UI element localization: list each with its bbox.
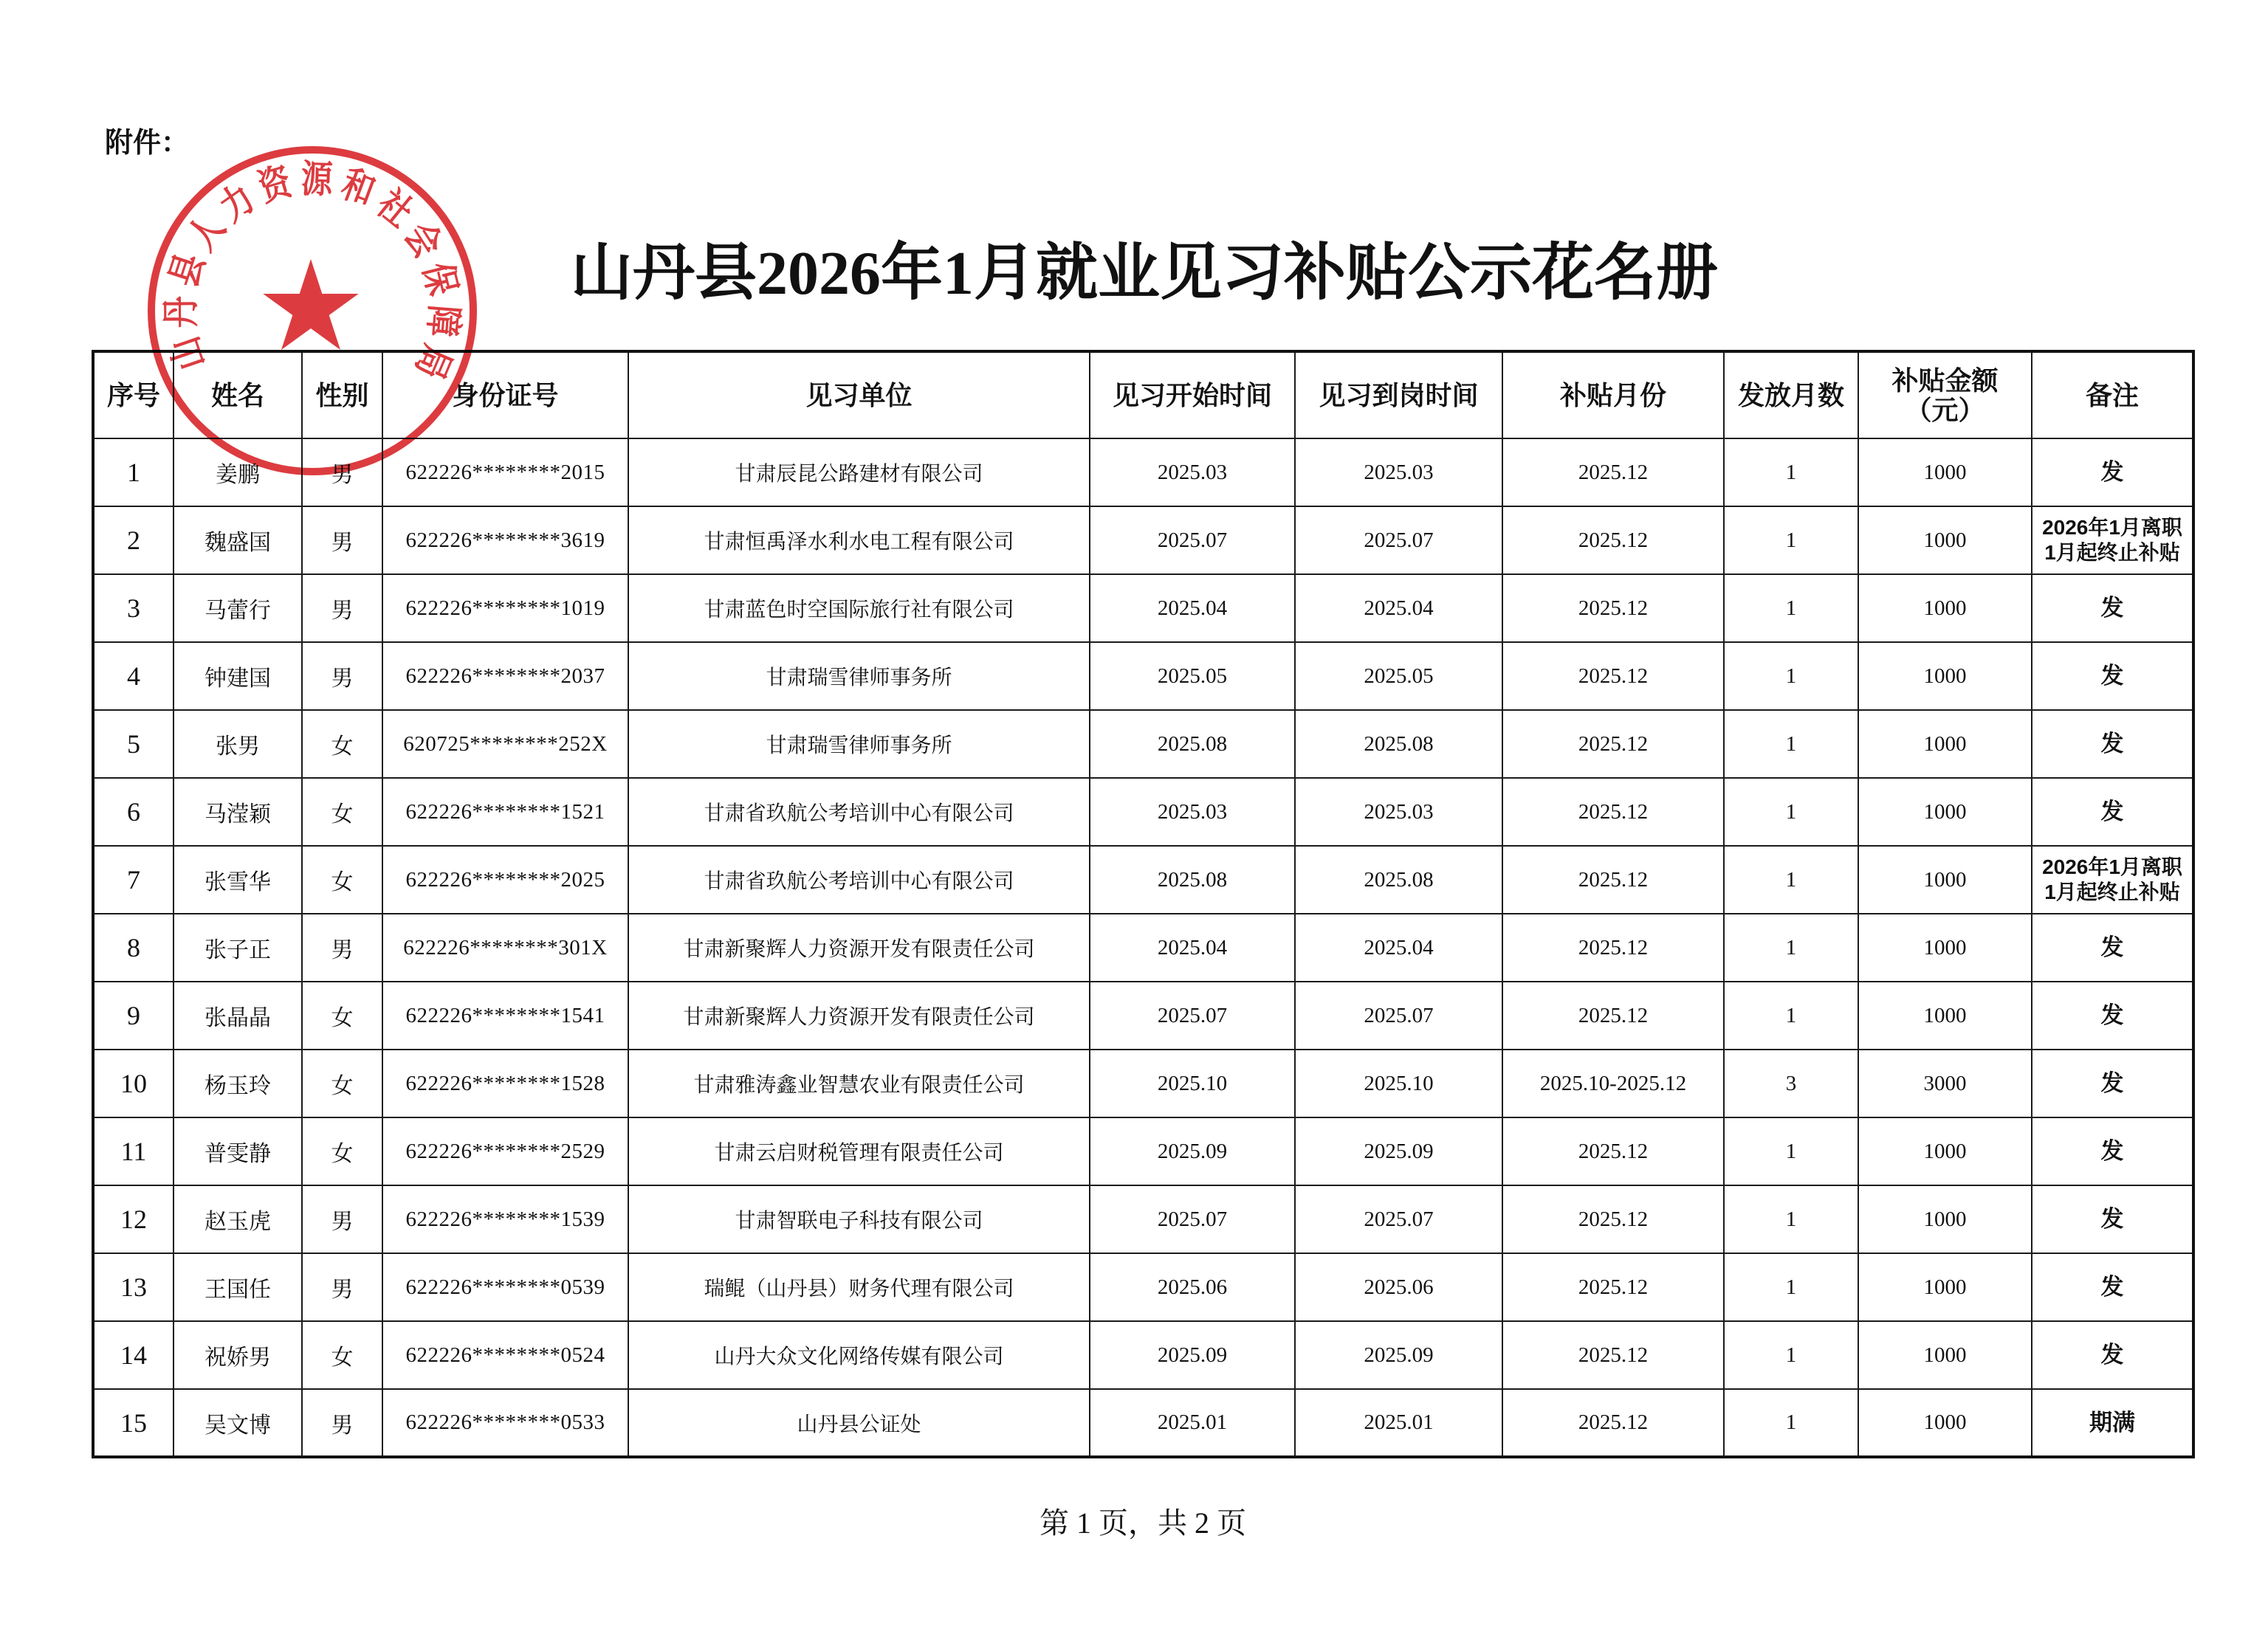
unit-cell: 甘肃智联电子科技有限公司 [628,1185,1090,1253]
name-cell: 赵玉虎 [173,1185,302,1253]
unit-cell: 瑞鲲（山丹县）财务代理有限公司 [628,1253,1090,1321]
gender-cell: 女 [302,846,382,914]
table-row [93,1117,2193,1185]
gender-cell: 男 [302,506,382,574]
start-date-cell: 2025.06 [1090,1253,1295,1321]
gender-cell: 男 [302,438,382,506]
onboard-date-cell: 2025.09 [1295,1117,1502,1185]
start-date-cell: 2025.07 [1090,506,1295,574]
months-paid-cell: 1 [1724,1253,1858,1321]
remark-cell [2032,438,2193,506]
subsidy-month-cell: 2025.12 [1502,1117,1724,1185]
months-paid-cell: 1 [1724,710,1858,778]
seal-character: 社 [368,181,422,236]
table-row [93,1321,2193,1389]
remark-cell [2032,1321,2193,1389]
name-cell: 张雪华 [173,846,302,914]
remark-cell [2032,642,2193,710]
id-number-cell: 622226********2015 [382,438,628,506]
name-cell: 马滢颖 [173,778,302,846]
remark-text: 发 [2100,1342,2124,1368]
amount-cell: 1000 [1858,642,2032,710]
name-cell: 姜鹏 [173,438,302,506]
months-paid-cell: 1 [1724,846,1858,914]
months-paid-cell: 1 [1724,1185,1858,1253]
remark-cell [2032,574,2193,642]
seq-cell: 6 [93,778,173,846]
start-date-cell: 2025.05 [1090,642,1295,710]
seal-character: 县 [161,248,214,292]
gender-cell: 男 [302,574,382,642]
start-date-cell: 2025.08 [1090,846,1295,914]
id-number-cell: 622226********2025 [382,846,628,914]
seal-character: 人 [179,206,235,259]
subsidy-month-cell: 2025.12 [1502,1389,1724,1457]
header-months-paid: 发放月数 [1724,351,1858,438]
name-cell: 马蕾行 [173,574,302,642]
unit-cell: 山丹大众文化网络传媒有限公司 [628,1321,1090,1389]
remark-cell [2032,1117,2193,1185]
seq-cell: 7 [93,846,173,914]
remark-text: 2026年1月离职 [2042,516,2182,539]
subsidy-month-cell: 2025.12 [1502,982,1724,1050]
seal-character: 山 [161,331,215,376]
seal-character: 丹 [158,295,204,328]
name-cell: 王国任 [173,1253,302,1321]
seq-cell: 3 [93,574,173,642]
table-header-row [93,351,2193,438]
unit-cell: 甘肃瑞雪律师事务所 [628,642,1090,710]
unit-cell: 甘肃瑞雪律师事务所 [628,710,1090,778]
table-row [93,1050,2193,1117]
onboard-date-cell: 2025.04 [1295,574,1502,642]
gender-cell: 女 [302,710,382,778]
table-row [93,846,2193,914]
name-cell: 钟建国 [173,642,302,710]
name-cell: 吴文博 [173,1389,302,1457]
onboard-date-cell: 2025.03 [1295,778,1502,846]
remark-text: 2026年1月离职 [2042,855,2182,878]
remark-text: 发 [2100,595,2124,621]
remark-cell [2032,1050,2193,1117]
remark-cell [2032,982,2193,1050]
seal-character: 局 [406,338,461,386]
amount-cell: 1000 [1858,1253,2032,1321]
id-number-cell: 622226********0539 [382,1253,628,1321]
seq-cell: 8 [93,914,173,982]
name-cell: 魏盛国 [173,506,302,574]
id-number-cell: 622226********1019 [382,574,628,642]
seq-cell: 11 [93,1117,173,1185]
start-date-cell: 2025.07 [1090,982,1295,1050]
remark-text: 1月起终止补贴 [2044,541,2180,564]
header-seq: 序号 [93,351,173,438]
subsidy-month-cell: 2025.12 [1502,846,1724,914]
subsidy-month-cell: 2025.12 [1502,710,1724,778]
subsidy-month-cell: 2025.12 [1502,506,1724,574]
seal-character: 障 [419,303,467,339]
page-number: 第 1 页，共 2 页 [1040,1506,1246,1540]
seq-cell: 2 [93,506,173,574]
remark-cell [2032,778,2193,846]
months-paid-cell: 1 [1724,574,1858,642]
remark-text: 期满 [2089,1409,2135,1436]
amount-cell: 1000 [1858,982,2032,1050]
amount-cell: 1000 [1858,1117,2032,1185]
id-number-cell: 622226********0524 [382,1321,628,1389]
seq-cell: 5 [93,710,173,778]
id-number-cell: 622226********2037 [382,642,628,710]
header-amount [1858,351,2032,438]
id-number-cell: 622226********1539 [382,1185,628,1253]
remark-text: 发 [2100,663,2124,689]
unit-cell: 甘肃省玖航公考培训中心有限公司 [628,778,1090,846]
id-number-cell: 622226********1528 [382,1050,628,1117]
id-number-cell: 622226********2529 [382,1117,628,1185]
header-name: 姓名 [173,351,302,438]
onboard-date-cell: 2025.06 [1295,1253,1502,1321]
start-date-cell: 2025.08 [1090,710,1295,778]
header-unit: 见习单位 [628,351,1090,438]
unit-cell: 甘肃新聚辉人力资源开发有限责任公司 [628,982,1090,1050]
onboard-date-cell: 2025.10 [1295,1050,1502,1117]
seq-cell: 15 [93,1389,173,1457]
seq-cell: 12 [93,1185,173,1253]
start-date-cell: 2025.03 [1090,778,1295,846]
months-paid-cell: 1 [1724,914,1858,982]
gender-cell: 男 [302,642,382,710]
unit-cell: 甘肃新聚辉人力资源开发有限责任公司 [628,914,1090,982]
seal-character: 和 [335,161,382,215]
remark-cell [2032,710,2193,778]
table-row [93,1253,2193,1321]
amount-cell: 1000 [1858,778,2032,846]
subsidy-month-cell: 2025.12 [1502,438,1724,506]
roster-table [92,350,2195,1458]
table-row [93,574,2193,642]
amount-cell: 1000 [1858,1389,2032,1457]
unit-cell: 甘肃蓝色时空国际旅行社有限公司 [628,574,1090,642]
seal-character: 保 [413,258,466,300]
remark-text: 发 [2100,934,2124,960]
name-cell: 张男 [173,710,302,778]
remark-text: 1月起终止补贴 [2044,881,2180,903]
unit-cell: 甘肃雅涛鑫业智慧农业有限责任公司 [628,1050,1090,1117]
start-date-cell: 2025.03 [1090,438,1295,506]
subsidy-month-cell: 2025.12 [1502,1253,1724,1321]
remark-text: 发 [2100,731,2124,757]
header-onboard-date: 见习到岗时间 [1295,351,1502,438]
remark-cell [2032,846,2193,914]
header-amount-unit: （元） [1905,394,1985,425]
months-paid-cell: 1 [1724,1389,1858,1457]
id-number-cell: 622226********0533 [382,1389,628,1457]
seq-cell: 1 [93,438,173,506]
name-cell: 张子正 [173,914,302,982]
header-remark: 备注 [2032,351,2193,438]
gender-cell: 男 [302,1185,382,1253]
attachment-label: 附件： [105,128,190,159]
gender-cell: 男 [302,1389,382,1457]
table-row [93,642,2193,710]
start-date-cell: 2025.07 [1090,1185,1295,1253]
onboard-date-cell: 2025.01 [1295,1389,1502,1457]
table-row [93,1185,2193,1253]
remark-cell [2032,506,2193,574]
table-row [93,438,2193,506]
id-number-cell: 620725********252X [382,710,628,778]
seq-cell: 4 [93,642,173,710]
seq-cell: 14 [93,1321,173,1389]
unit-cell: 甘肃省玖航公考培训中心有限公司 [628,846,1090,914]
table-row [93,982,2193,1050]
amount-cell: 1000 [1858,506,2032,574]
remark-text: 发 [2100,1274,2124,1300]
onboard-date-cell: 2025.07 [1295,1185,1502,1253]
table-row [93,914,2193,982]
amount-cell: 1000 [1858,574,2032,642]
name-cell: 祝娇男 [173,1321,302,1389]
gender-cell: 女 [302,1050,382,1117]
onboard-date-cell: 2025.08 [1295,710,1502,778]
onboard-date-cell: 2025.07 [1295,506,1502,574]
gender-cell: 女 [302,982,382,1050]
onboard-date-cell: 2025.04 [1295,914,1502,982]
id-number-cell: 622226********3619 [382,506,628,574]
start-date-cell: 2025.01 [1090,1389,1295,1457]
amount-cell: 1000 [1858,438,2032,506]
unit-cell: 山丹县公证处 [628,1389,1090,1457]
seal-character: 资 [253,158,297,211]
gender-cell: 男 [302,914,382,982]
amount-cell: 1000 [1858,1321,2032,1389]
start-date-cell: 2025.09 [1090,1321,1295,1389]
months-paid-cell: 1 [1724,506,1858,574]
header-amount-label: 补贴金额 [1891,365,1999,396]
seq-cell: 10 [93,1050,173,1117]
page-title: 山丹县2026年1月就业见习补贴公示花名册 [570,239,1718,308]
start-date-cell: 2025.04 [1090,914,1295,982]
start-date-cell: 2025.04 [1090,574,1295,642]
remark-text: 发 [2100,799,2124,824]
name-cell: 普雯静 [173,1117,302,1185]
seal-character: 力 [210,175,263,231]
remark-cell [2032,1253,2193,1321]
subsidy-month-cell: 2025.12 [1502,778,1724,846]
seq-cell: 13 [93,1253,173,1321]
amount-cell: 1000 [1858,710,2032,778]
amount-cell: 1000 [1858,1185,2032,1253]
amount-cell: 1000 [1858,846,2032,914]
unit-cell: 甘肃云启财税管理有限责任公司 [628,1117,1090,1185]
amount-cell: 3000 [1858,1050,2032,1117]
remark-text: 发 [2100,1070,2124,1096]
seq-cell: 9 [93,982,173,1050]
months-paid-cell: 1 [1724,982,1858,1050]
start-date-cell: 2025.09 [1090,1117,1295,1185]
table-row [93,506,2193,574]
amount-cell: 1000 [1858,914,2032,982]
remark-text: 发 [2100,1138,2124,1164]
remark-cell [2032,914,2193,982]
gender-cell: 女 [302,1117,382,1185]
onboard-date-cell: 2025.05 [1295,642,1502,710]
seal-character: 会 [395,214,451,266]
months-paid-cell: 1 [1724,1321,1858,1389]
gender-cell: 女 [302,1321,382,1389]
table-body [93,438,2193,1457]
subsidy-month-cell: 2025.12 [1502,1185,1724,1253]
header-subsidy-month: 补贴月份 [1502,351,1724,438]
months-paid-cell: 1 [1724,642,1858,710]
header-gender: 性别 [302,351,382,438]
months-paid-cell: 3 [1724,1050,1858,1117]
subsidy-month-cell: 2025.12 [1502,914,1724,982]
onboard-date-cell: 2025.09 [1295,1321,1502,1389]
subsidy-month-cell: 2025.12 [1502,642,1724,710]
remark-cell [2032,1389,2193,1457]
subsidy-month-cell: 2025.12 [1502,1321,1724,1389]
remark-text: 发 [2100,1206,2124,1232]
header-start-date: 见习开始时间 [1090,351,1295,438]
table-row [93,778,2193,846]
header-id-number: 身份证号 [382,351,628,438]
subsidy-month-cell: 2025.12 [1502,574,1724,642]
gender-cell: 女 [302,778,382,846]
id-number-cell: 622226********1541 [382,982,628,1050]
start-date-cell: 2025.10 [1090,1050,1295,1117]
remark-text: 发 [2100,1002,2124,1028]
id-number-cell: 622226********1521 [382,778,628,846]
seal-character: 源 [300,156,334,203]
subsidy-month-cell: 2025.10-2025.12 [1502,1050,1724,1117]
table-row [93,1389,2193,1457]
onboard-date-cell: 2025.03 [1295,438,1502,506]
name-cell: 张晶晶 [173,982,302,1050]
months-paid-cell: 1 [1724,1117,1858,1185]
id-number-cell: 622226********301X [382,914,628,982]
gender-cell: 男 [302,1253,382,1321]
months-paid-cell: 1 [1724,778,1858,846]
name-cell: 杨玉玲 [173,1050,302,1117]
table-row [93,710,2193,778]
onboard-date-cell: 2025.07 [1295,982,1502,1050]
onboard-date-cell: 2025.08 [1295,846,1502,914]
remark-text: 发 [2100,459,2124,485]
months-paid-cell: 1 [1724,438,1858,506]
unit-cell: 甘肃辰昆公路建材有限公司 [628,438,1090,506]
remark-cell [2032,1185,2193,1253]
unit-cell: 甘肃恒禹泽水利水电工程有限公司 [628,506,1090,574]
